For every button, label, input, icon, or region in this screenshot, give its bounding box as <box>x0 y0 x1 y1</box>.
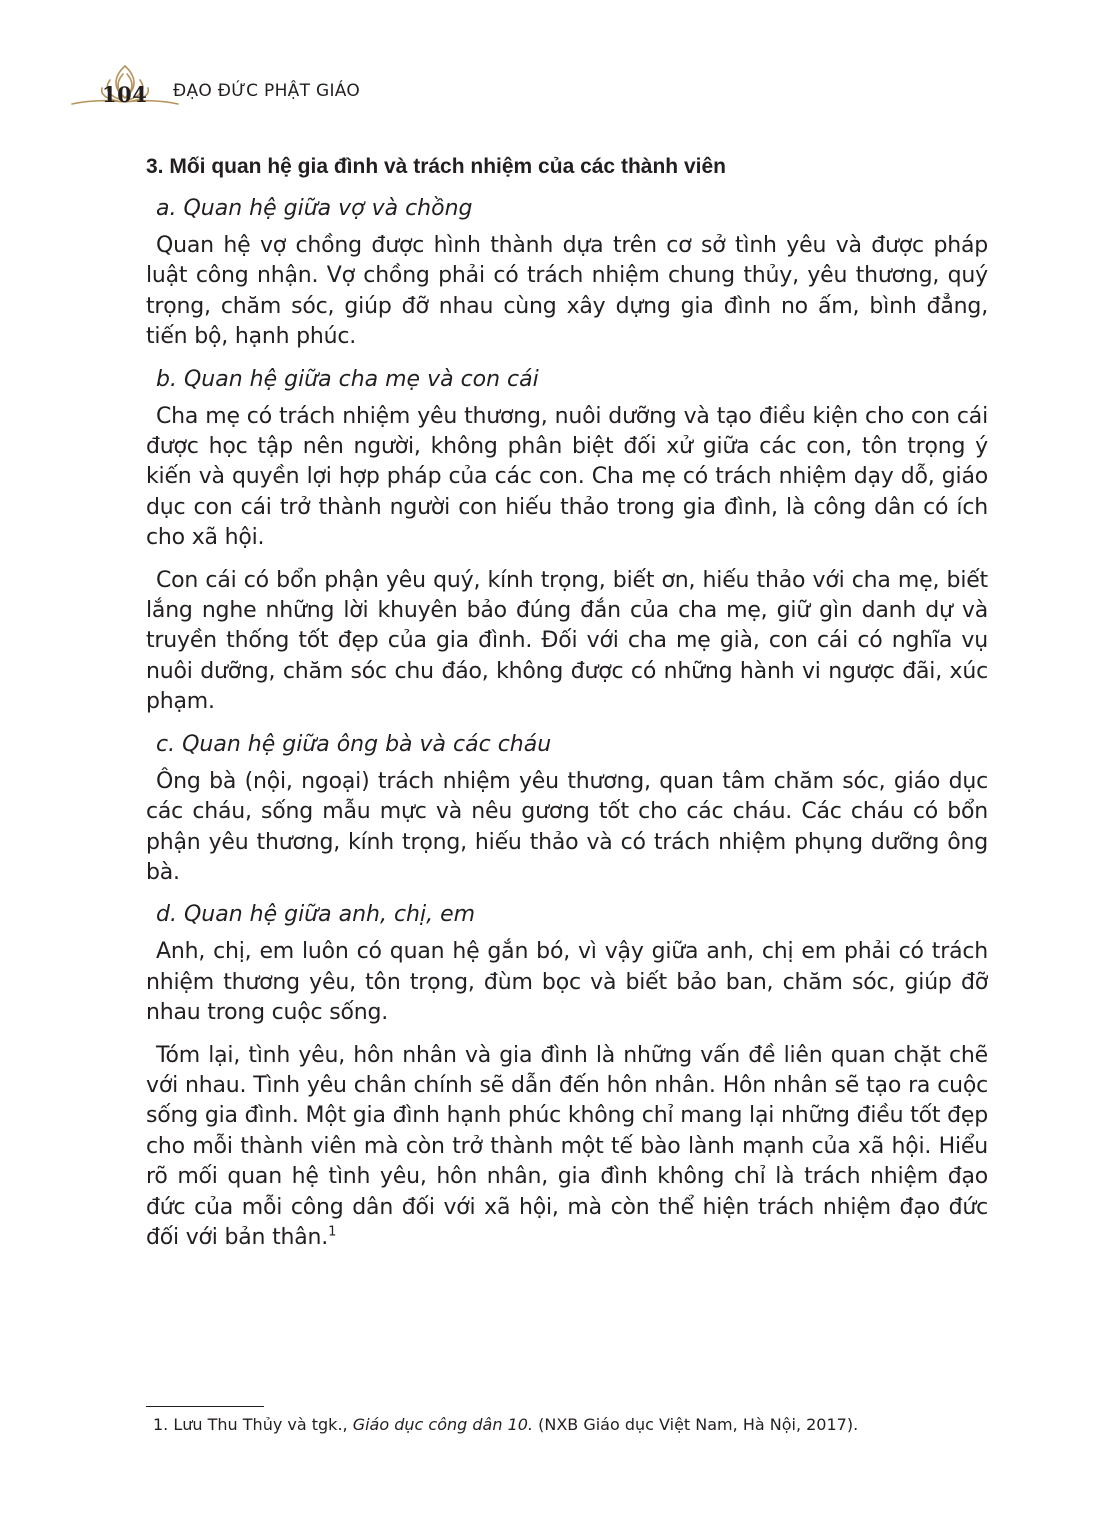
sub-heading <box>146 730 988 767</box>
paragraph <box>146 566 988 718</box>
paragraph <box>146 402 988 554</box>
paragraph-text: Con cái có bổn phận yêu quý, kính trọng, biết ơn, hiếu thảo với cha mẹ, biết lắng nghe những lời khuyên bảo đúng đắn của cha mẹ, giữ gìn danh dự và truyền thống tốt đẹp của gia đình. Đối với cha mẹ già, con cái có nghĩa vụ nuôi dưỡng, chăm sóc chu đáo, không được có những hành vi ngược đãi, xúc phạm. <box>146 567 988 715</box>
paragraph-text: Tóm lại, tình yêu, hôn nhân và gia đình là những vấn đề liên quan chặt chẽ với nhau. Tình yêu chân chính sẽ dẫn đến hôn nhân. Hôn nhân sẽ tạo ra cuộc sống gia đình. Một gia đình hạnh phúc không chỉ mang lại những điều tốt đẹp cho mỗi thành viên mà còn trở thành một tế bào lành mạnh của xã hội. Hiểu rõ mối quan hệ tình yêu, hôn nhân, gia đình không chỉ là trách nhiệm đạo đức của mỗi công dân đối với xã hội, mà còn thể hiện trách nhiệm đạo đức đối với bản thân. <box>146 1042 988 1250</box>
page-header <box>70 62 470 112</box>
page-content <box>146 150 988 1265</box>
paragraph-text: Cha mẹ có trách nhiệm yêu thương, nuôi dưỡng và tạo điều kiện cho con cái được học tập nên người, không phân biệt đối xử giữa các con, tôn trọng ý kiến và quyền lợi hợp pháp của các con. Cha mẹ có trách nhiệm dạy dỗ, giáo dục con cái trở thành người con hiếu thảo trong gia đình, là công dân có ích cho xã hội. <box>146 403 988 551</box>
sub-heading-text: b. Quan hệ giữa cha mẹ và con cái <box>156 366 539 392</box>
footnote-divider <box>146 1406 264 1407</box>
paragraph <box>146 231 988 353</box>
running-title: ĐẠO ĐỨC PHẬT GIÁO <box>173 81 361 101</box>
paragraph-text: Anh, chị, em luôn có quan hệ gắn bó, vì vậy giữa anh, chị em phải có trách nhiệm thương yêu, tôn trọng, đùm bọc và biết bảo ban, chăm sóc, giúp đỡ nhau trong cuộc sống. <box>146 939 988 1026</box>
sub-heading-text: a. Quan hệ giữa vợ và chồng <box>156 196 473 221</box>
footnote <box>153 1413 973 1437</box>
footnote-suffix: (NXB Giáo dục Việt Nam, Hà Nội, 2017). <box>533 1415 859 1434</box>
page-number: 104 <box>102 82 148 107</box>
footnote-prefix: 1. Lưu Thu Thủy và tgk., <box>153 1415 353 1434</box>
sub-heading-text: c. Quan hệ giữa ông bà và các cháu <box>156 731 552 757</box>
sub-heading <box>146 365 988 402</box>
footnote-ref: 1 <box>328 1224 337 1240</box>
section-heading: 3. Mối quan hệ gia đình và trách nhiệm của các thành viên <box>146 155 726 178</box>
paragraph <box>146 767 988 889</box>
sub-heading <box>146 900 988 937</box>
paragraph-text: Quan hệ vợ chồng được hình thành dựa trên cơ sở tình yêu và được pháp luật công nhận. Vợ chồng phải có trách nhiệm chung thủy, yêu thương, quý trọng, chăm sóc, giúp đỡ nhau cùng xây dựng gia đình no ấm, bình đẳng, tiến bộ, hạnh phúc. <box>146 233 988 350</box>
sub-heading-text: d. Quan hệ giữa anh, chị, em <box>156 902 476 928</box>
paragraph <box>146 1041 988 1254</box>
paragraph <box>146 937 988 1028</box>
sub-heading <box>146 194 988 231</box>
section-body <box>146 194 988 1253</box>
footnote-title: Giáo dục công dân 10. <box>352 1415 534 1434</box>
paragraph-text: Ông bà (nội, ngoại) trách nhiệm yêu thương, quan tâm chăm sóc, giáo dục các cháu, sống mẫu mực và nêu gương tốt cho các cháu. Các cháu có bổn phận yêu thương, kính trọng, hiếu thảo và có trách nhiệm phụng dưỡng ông bà. <box>146 768 988 885</box>
